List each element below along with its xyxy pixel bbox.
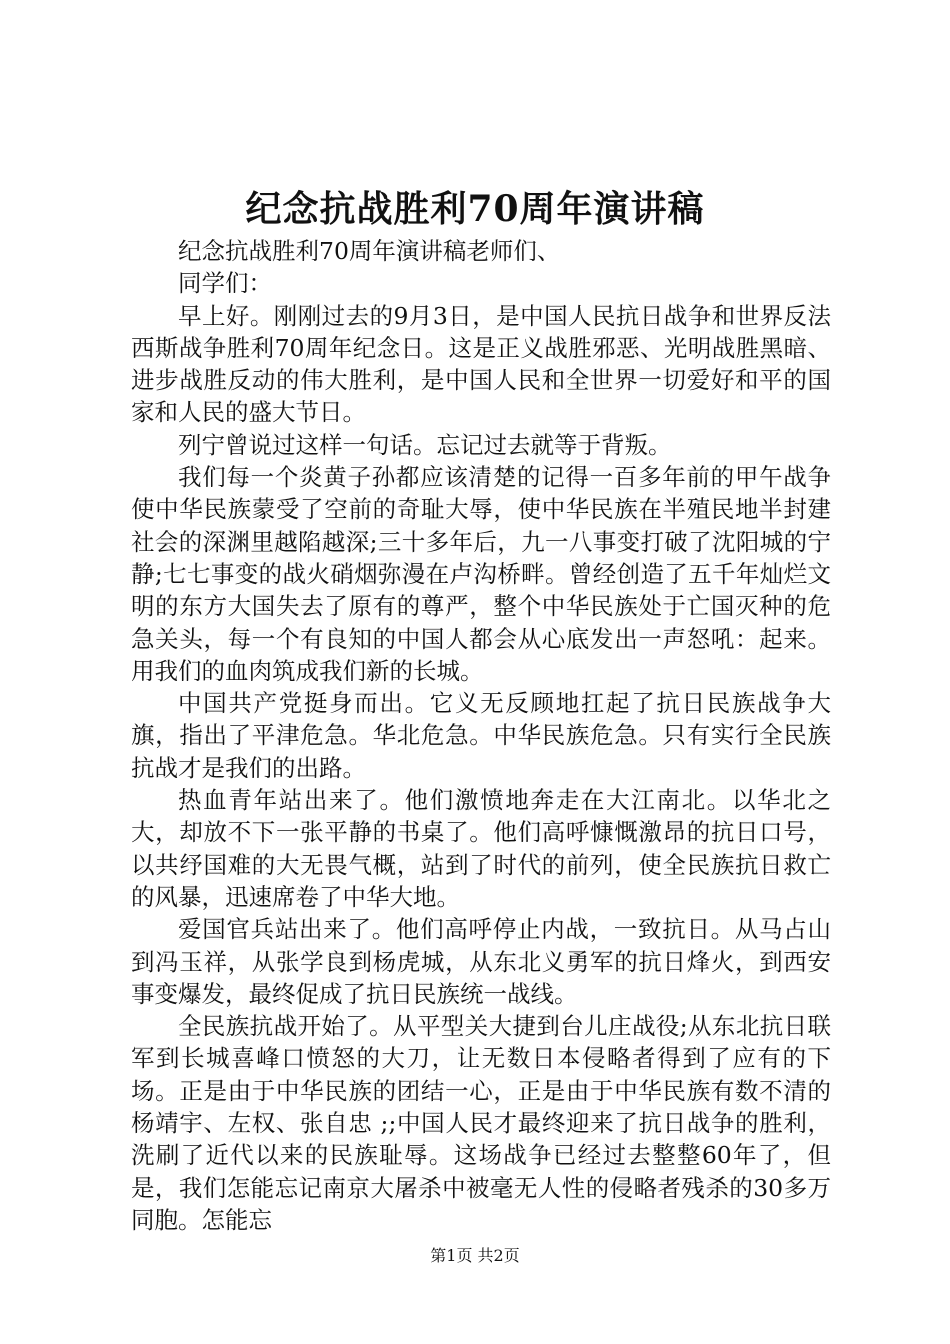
paragraph-2: 同学们：: [178, 269, 272, 298]
paragraph-3: 早上好。刚刚过去的9月3日，是中国人民抗日战争和世界反法西斯战争胜利70周年纪念日。这是正义战胜邪恶、光明战胜黑暗、进步战胜反动的伟大胜利，是中国人民和全世界一切爱好和平的国家和人民的盛大节日。: [131, 301, 831, 427]
document-body: [131, 235, 831, 1236]
paragraph-8: 爱国官兵站出来了。他们高呼停止内战，一致抗日。从马占山到冯玉祥，从张学良到杨虎城，从东北义勇军的抗日烽火，到西安事变爆发，最终促成了抗日民族统一战线。: [131, 915, 831, 1008]
paragraph-5: 我们每一个炎黄子孙都应该清楚的记得一百多年前的甲午战争使中华民族蒙受了空前的奇耻大辱，使中华民族在半殖民地半封建社会的深渊里越陷越深;三十多年后，九一八事变打破了沈阳城的宁静;七七事变的战火硝烟弥漫在卢沟桥畔。曾经创造了五千年灿烂文明的东方大国失去了原有的尊严，整个中华民族处于亡国灭种的危急关头，每一个有良知的中国人都会从心底发出一声怒吼：起来。用我们的血肉筑成我们新的长城。: [131, 463, 831, 685]
paragraph-9: 全民族抗战开始了。从平型关大捷到台儿庄战役;从东北抗日联军到长城喜峰口愤怒的大刀，让无数日本侵略者得到了应有的下场。正是由于中华民族的团结一心，正是由于中华民族有数不清的杨靖宇、左权、张自忠 ;;中国人民才最终迎来了抗日战争的胜利，洗刷了近代以来的民族耻辱。这场战争已经过去整整60年了，但是，我们怎能忘记南京大屠杀中被毫无人性的侵略者残杀的30多万同胞。怎能忘: [131, 1012, 831, 1234]
paragraph-6: 中国共产党挺身而出。它义无反顾地扛起了抗日民族战争大旗，指出了平津危急。华北危急。中华民族危急。只有实行全民族抗战才是我们的出路。: [131, 689, 831, 782]
paragraph-7: 热血青年站出来了。他们激愤地奔走在大江南北。以华北之大，却放不下一张平静的书桌了。他们高呼慷慨激昂的抗日口号，以共纾国难的大无畏气概，站到了时代的前列，使全民族抗日救亡的风暴，迅速席卷了中华大地。: [131, 786, 831, 911]
paragraph-4: 列宁曾说过这样一句话。忘记过去就等于背叛。: [178, 430, 672, 459]
paragraph-1: 纪念抗战胜利70周年演讲稿老师们、: [178, 237, 561, 265]
page-number-footer: 第1页 共2页: [430, 1246, 520, 1265]
document-title: 纪念抗战胜利70周年演讲稿: [245, 188, 705, 230]
